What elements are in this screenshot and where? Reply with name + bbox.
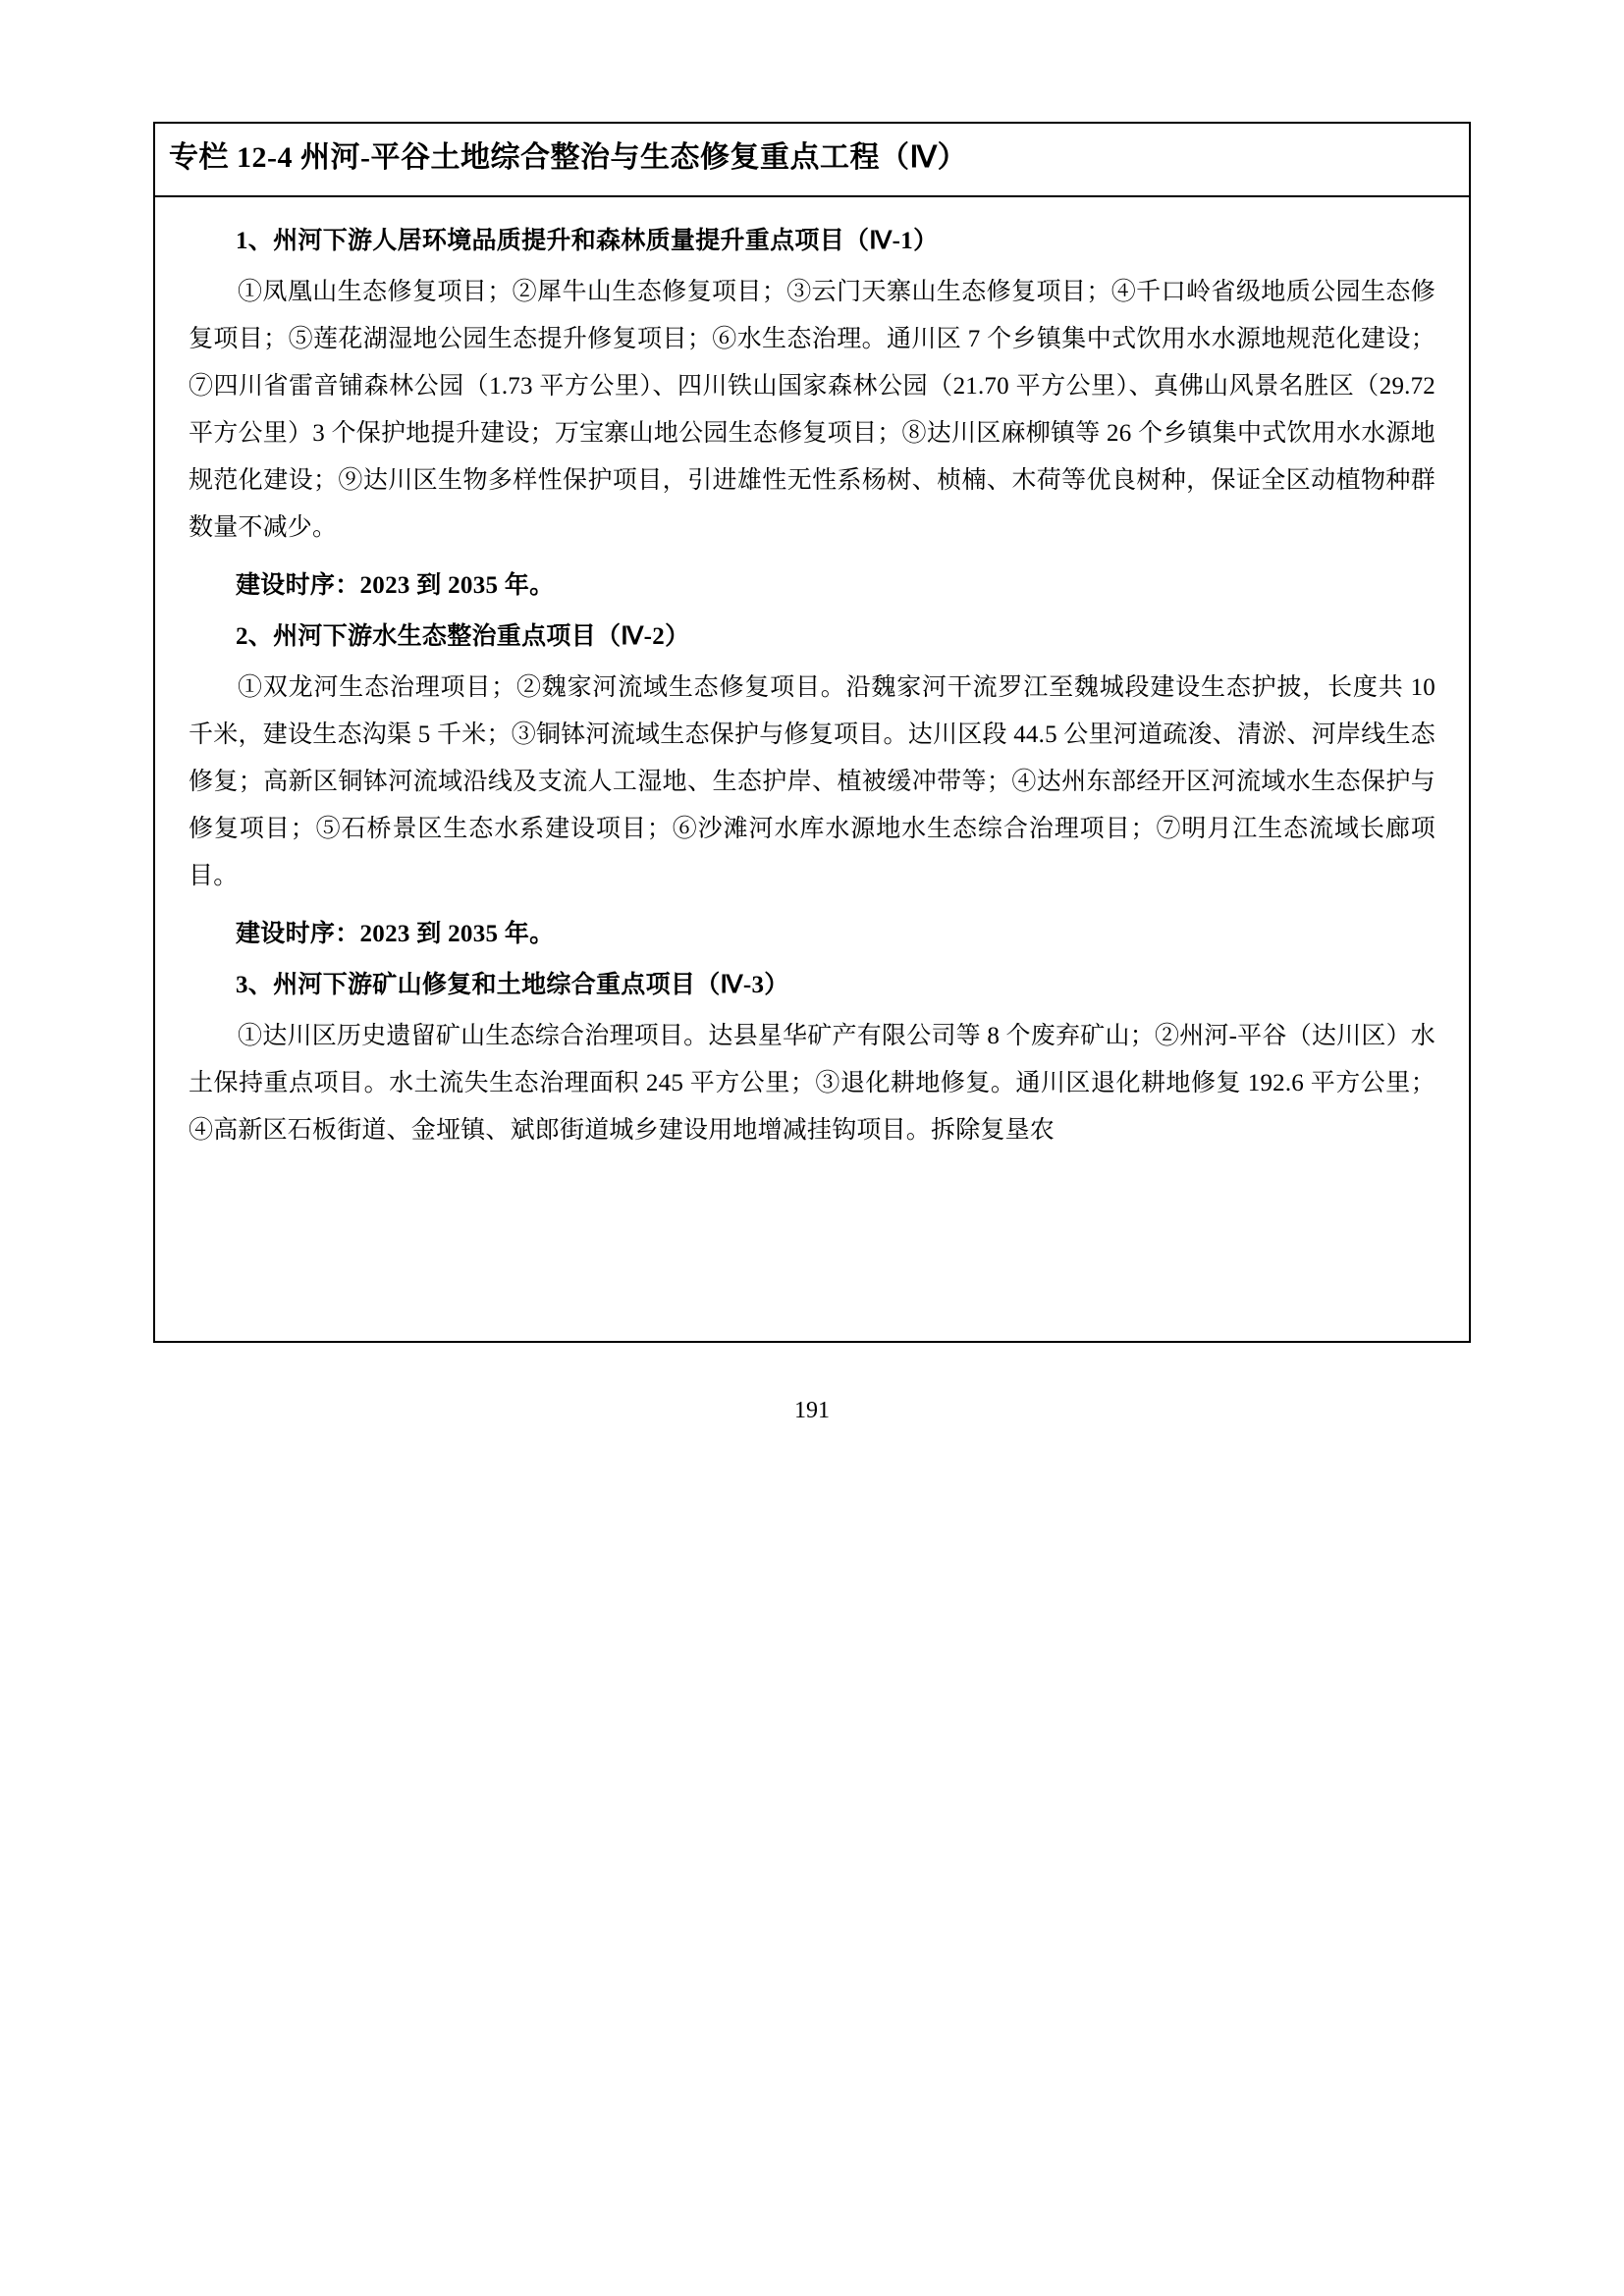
page-number: 191 <box>794 1398 830 1423</box>
section-3-body: ①达川区历史遗留矿山生态综合治理项目。达县星华矿产有限公司等 8 个废弃矿山；②州河-平谷（达川区）水土保持重点项目。水土流失生态治理面积 245 平方公里；③退化耕地修复。通川区退化耕地修复 192.6 平方公里；④高新区石板街道、金垭镇、斌郎街道城乡建设用地增减挂钩项目。拆除复垦农 <box>189 1023 1435 1144</box>
section-1-body: ①凤凰山生态修复项目；②犀牛山生态修复项目；③云门天寨山生态修复项目；④千口岭省级地质公园生态修复项目；⑤莲花湖湿地公园生态提升修复项目；⑥水生态治理。通川区 7 个乡镇集中式饮用水水源地规范化建设；⑦四川省雷音铺森林公园（1.73 平方公里）、四川铁山国家森林公园（21.70 平方公里）、真佛山风景名胜区（29.72 平方公里）3 个保护地提升建设；万宝寨山地公园生态修复项目；⑧达川区麻柳镇等 26 个乡镇集中式饮用水水源地规范化建设；⑨达川区生物多样性保护项目，引进雄性无性系杨树、桢楠、木荷等优良树种，保证全区动植物种群数量不减少。 <box>189 279 1435 541</box>
box-title: 专栏 12-4 州河-平谷土地综合整治与生态修复重点工程（Ⅳ） <box>155 124 1469 197</box>
box-body <box>155 197 1469 1165</box>
section-2-body: ①双龙河生态治理项目；②魏家河流域生态修复项目。沿魏家河干流罗江至魏城段建设生态护披，长度共 10 千米，建设生态沟渠 5 千米；③铜钵河流域生态保护与修复项目。达川区段 44.5 公里河道疏浚、清淤、河岸线生态修复；高新区铜钵河流域沿线及支流人工湿地、生态护岸、植被缓冲带等；④达州东部经开区河流域水生态保护与修复项目；⑤石桥景区生态水系建设项目；⑥沙滩河水库水源地水生态综合治理项目；⑦明月江生态流域长廊项目。 <box>189 674 1435 889</box>
section-2-timing: 建设时序：2023 到 2035 年。 <box>236 921 555 947</box>
sidebar-box-panel <box>153 122 1471 1343</box>
section-1-timing: 建设时序：2023 到 2035 年。 <box>236 572 555 599</box>
section-3-heading: 3、州河下游矿山修复和土地综合重点项目（Ⅳ-3） <box>236 971 789 998</box>
section-1-heading: 1、州河下游人居环境品质提升和森林质量提升重点项目（Ⅳ-1） <box>236 227 939 254</box>
section-2-heading: 2、州河下游水生态整治重点项目（Ⅳ-2） <box>236 622 690 650</box>
